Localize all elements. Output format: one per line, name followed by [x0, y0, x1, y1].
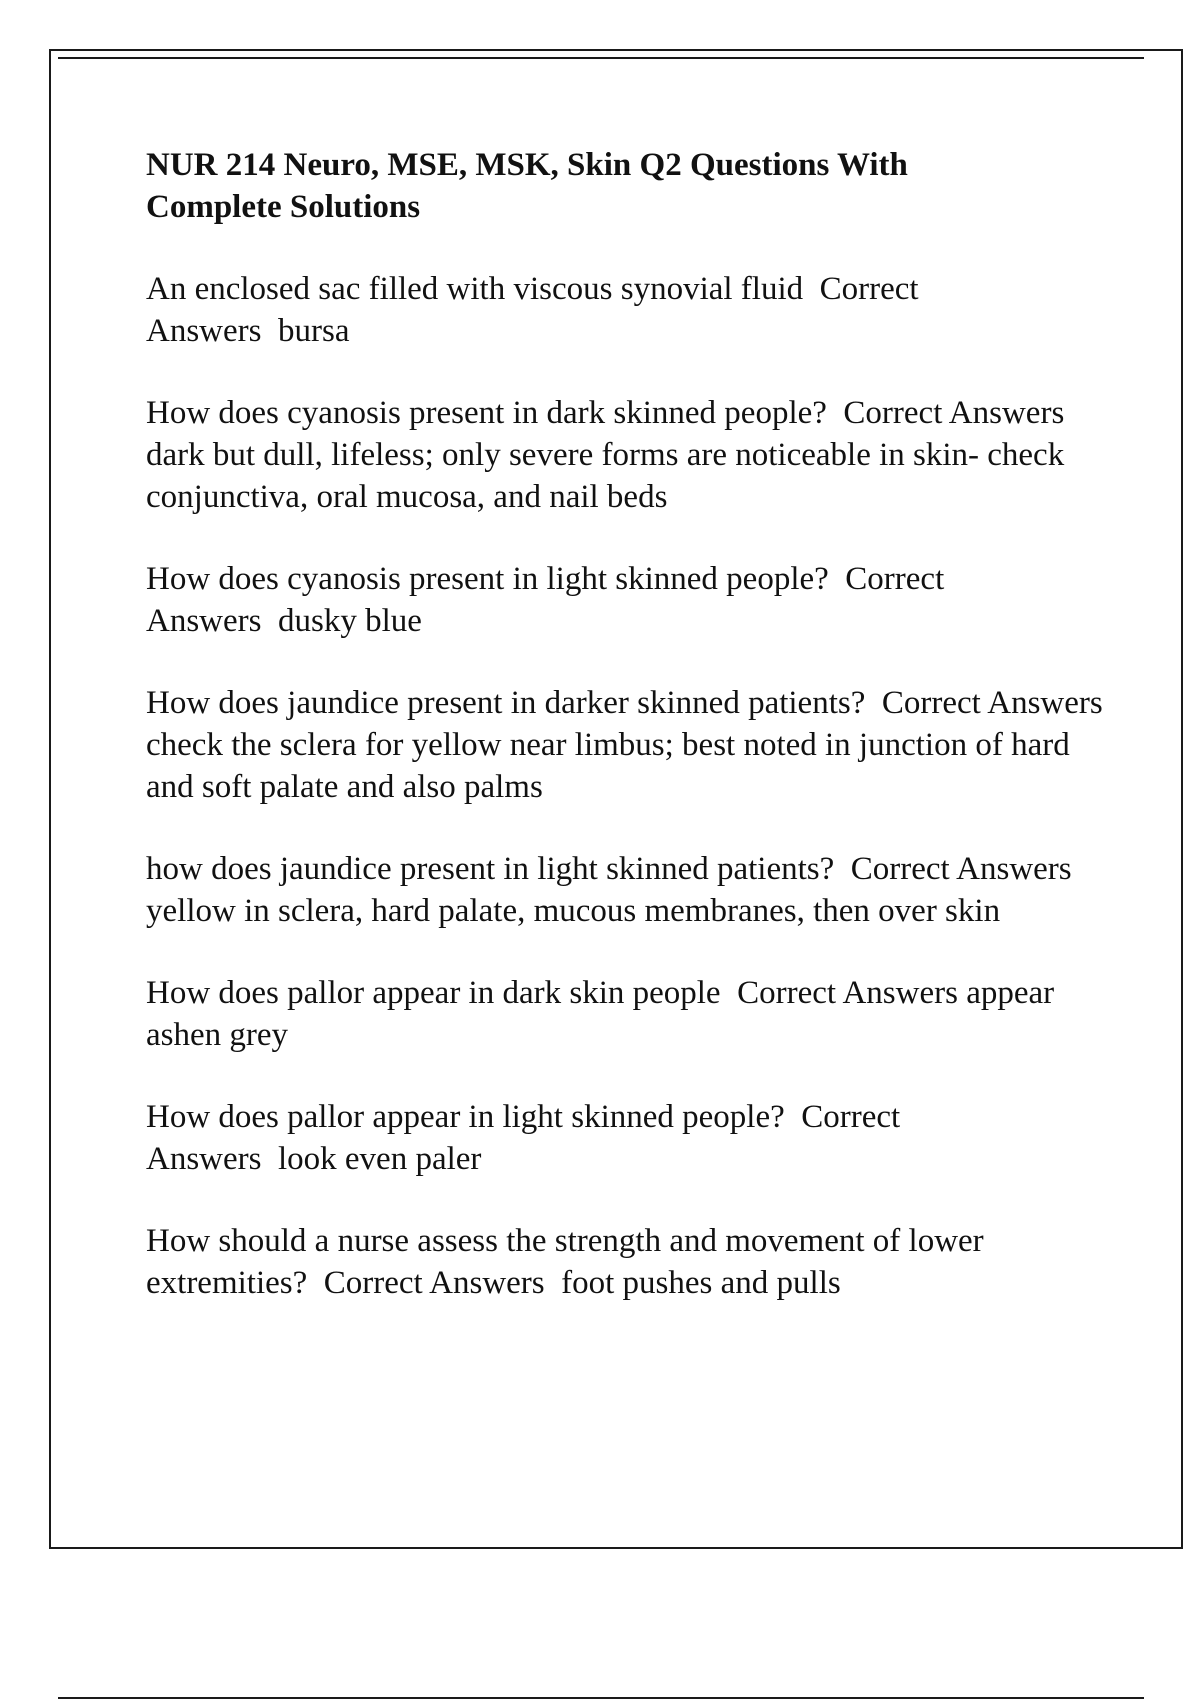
question-text: How does pallor appear in light skinned people? — [146, 1099, 785, 1135]
answer-text: foot pushes and pulls — [561, 1265, 841, 1301]
top-divider — [58, 57, 1144, 59]
answer-label: Correct Answers — [146, 271, 926, 349]
question-text: How does cyanosis present in dark skinned people? — [146, 395, 827, 431]
question-text: How does cyanosis present in light skinned people? — [146, 561, 829, 597]
answer-text: appear ashen grey — [146, 975, 1063, 1053]
question-text: How does jaundice present in darker skinned patients? — [146, 685, 866, 721]
answer-text: look even paler — [277, 1141, 482, 1177]
answer-label: Correct Answers — [843, 395, 1065, 431]
question-text: An enclosed sac filled with viscous synovial fluid — [146, 271, 804, 307]
qa-item — [146, 682, 1106, 808]
qa-item — [146, 268, 1016, 352]
answer-label: Correct Answers — [323, 1265, 545, 1301]
qa-item — [146, 392, 1106, 518]
qa-item — [146, 848, 1106, 932]
qa-item — [146, 972, 1061, 1056]
answer-label: Correct Answers — [146, 561, 951, 639]
qa-item — [146, 558, 1016, 642]
qa-item — [146, 1220, 1106, 1304]
answer-text: dusky blue — [277, 603, 422, 639]
document-body — [146, 144, 1106, 1344]
answer-text: yellow in sclera, hard palate, mucous membranes, then over skin — [146, 893, 1001, 929]
answer-text: dark but dull, lifeless; only severe forms are noticeable in skin- check conjunctiva, oral mucosa, and nail beds — [146, 437, 1073, 515]
bottom-divider — [58, 1697, 1144, 1699]
answer-text: bursa — [277, 313, 350, 349]
document-title: NUR 214 Neuro, MSE, MSK, Skin Q2 Questions With Complete Solutions — [146, 147, 908, 225]
answer-label: Correct Answers — [881, 685, 1103, 721]
question-text: How does pallor appear in dark skin people — [146, 975, 721, 1011]
question-text: how does jaundice present in light skinned patients? — [146, 851, 835, 887]
answer-label: Correct Answers — [737, 975, 958, 1011]
answer-label: Correct Answers — [850, 851, 1072, 887]
answer-label: Correct Answers — [146, 1099, 907, 1177]
answer-text: check the sclera for yellow near limbus; best noted in junction of hard and soft palate and also palms — [146, 727, 1078, 805]
qa-item — [146, 1096, 1016, 1180]
question-text: How should a nurse assess the strength and movement of lower extremities? — [146, 1223, 992, 1301]
